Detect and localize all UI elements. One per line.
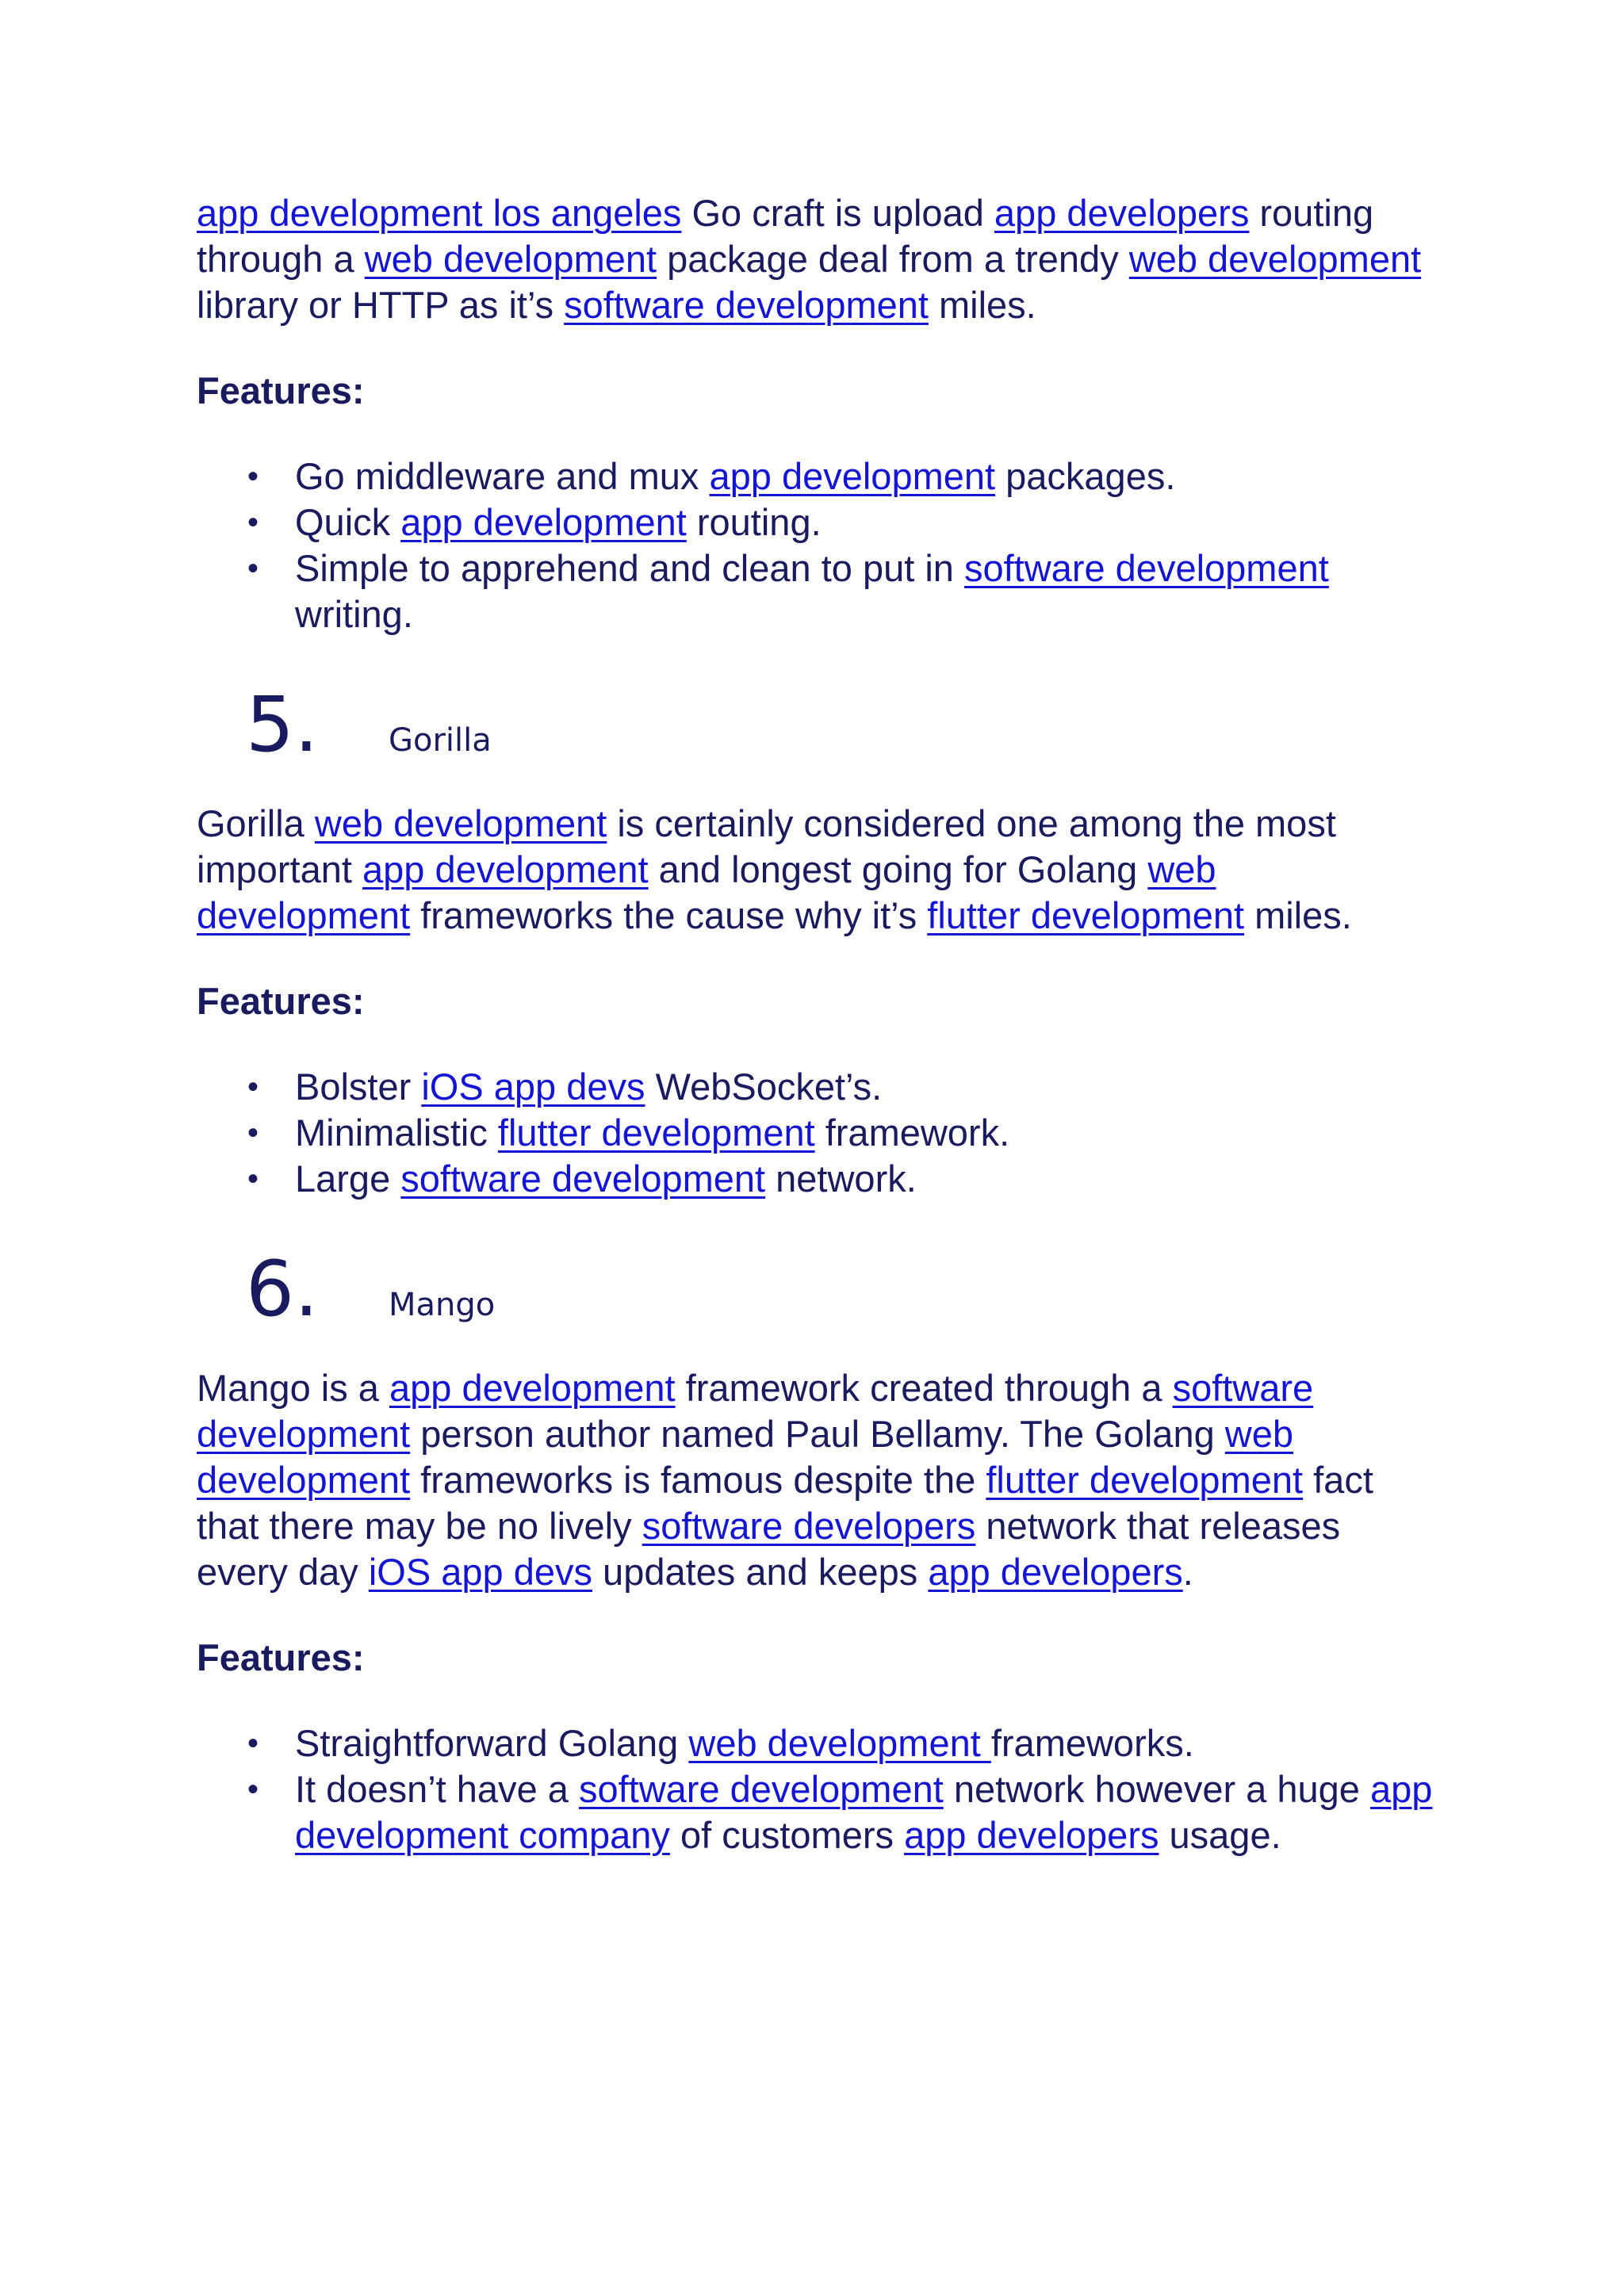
bullet-icon: • [247,505,259,540]
link[interactable]: web development [364,238,657,280]
link[interactable]: app development [389,1367,676,1409]
section6-paragraph: Mango is a app development framework created through a software development person author named Paul Bellamy. The Golang web development frameworks is famous despite the flutter development fact that there may be no lively software developers network that releases every day iOS app devs updates and keeps app developers. [197,1367,1373,1593]
link[interactable]: flutter development [497,1112,815,1154]
bullet-icon: • [247,1070,259,1104]
link[interactable]: software development [197,1367,1314,1455]
link[interactable]: app development company [295,1768,1433,1856]
link[interactable]: software development [963,547,1329,589]
list-item: • Straightforward Golang web development frameworks. [197,1720,1434,1766]
section4-paragraph: app development los angeles Go craft is upload app developers routing through a web development package deal from a trendy web development library or HTTP as it’s software development miles. [197,192,1422,326]
link[interactable]: app developers [994,192,1250,234]
link[interactable]: app development [709,455,996,497]
features-heading: Features: [197,1636,365,1678]
link[interactable]: app development [362,848,649,890]
bullet-icon: • [247,1726,259,1761]
link[interactable]: web development [197,1413,1294,1501]
link[interactable]: web development [197,848,1216,936]
bullet-icon: • [247,459,259,494]
features-heading: Features: [197,369,365,411]
link[interactable]: web development [314,802,607,844]
section-title: Gorilla [389,722,492,759]
bullet-icon: • [247,551,259,586]
features-list [197,1064,1434,1202]
list-item: • Minimalistic flutter development framework. [197,1110,1434,1156]
link[interactable]: app developers [904,1814,1159,1856]
list-item: • Simple to apprehend and clean to put in software development writing. [247,547,1329,635]
link[interactable]: iOS app devs [421,1066,645,1108]
link[interactable]: software developers [642,1505,976,1547]
section5-paragraph: Gorilla web development is certainly considered one among the most important app development and longest going for Golang web development frameworks the cause why it’s flutter development miles. [197,802,1352,936]
bullet-icon: • [247,1115,259,1150]
list-item: • Quick app development routing. [197,499,1434,545]
features-list [197,1720,1434,1858]
section-title: Mango [389,1287,496,1323]
link[interactable]: software development [564,284,929,326]
list-item: • Large software development network. [197,1156,1434,1202]
bullet-icon: • [247,1161,259,1196]
link[interactable]: app development los angeles [197,192,682,234]
list-item: • Bolster iOS app devs WebSocket’s. [197,1064,1434,1110]
features-list [197,453,1434,637]
link[interactable]: iOS app devs [368,1551,592,1593]
features-heading: Features: [197,980,365,1022]
list-item: • Go middleware and mux app development packages. [197,453,1434,499]
link[interactable]: app development [400,501,687,543]
link[interactable]: web development [688,1722,991,1764]
section-number: 5. [246,680,319,769]
link[interactable]: software development [578,1768,944,1810]
section-heading-mango [197,1245,1434,1334]
link[interactable]: flutter development [927,894,1245,936]
section-heading-gorilla [197,680,1434,769]
link[interactable]: flutter development [986,1459,1304,1501]
section-number: 6. [246,1245,319,1334]
bullet-icon: • [247,1772,259,1807]
link[interactable]: app developers [928,1551,1183,1593]
link[interactable]: software development [400,1158,766,1200]
list-item: • It doesn’t have a software development network however a huge app development company of customers app developers usage. [247,1768,1433,1856]
link[interactable]: web development [1128,238,1422,280]
document-page [197,190,1434,1858]
